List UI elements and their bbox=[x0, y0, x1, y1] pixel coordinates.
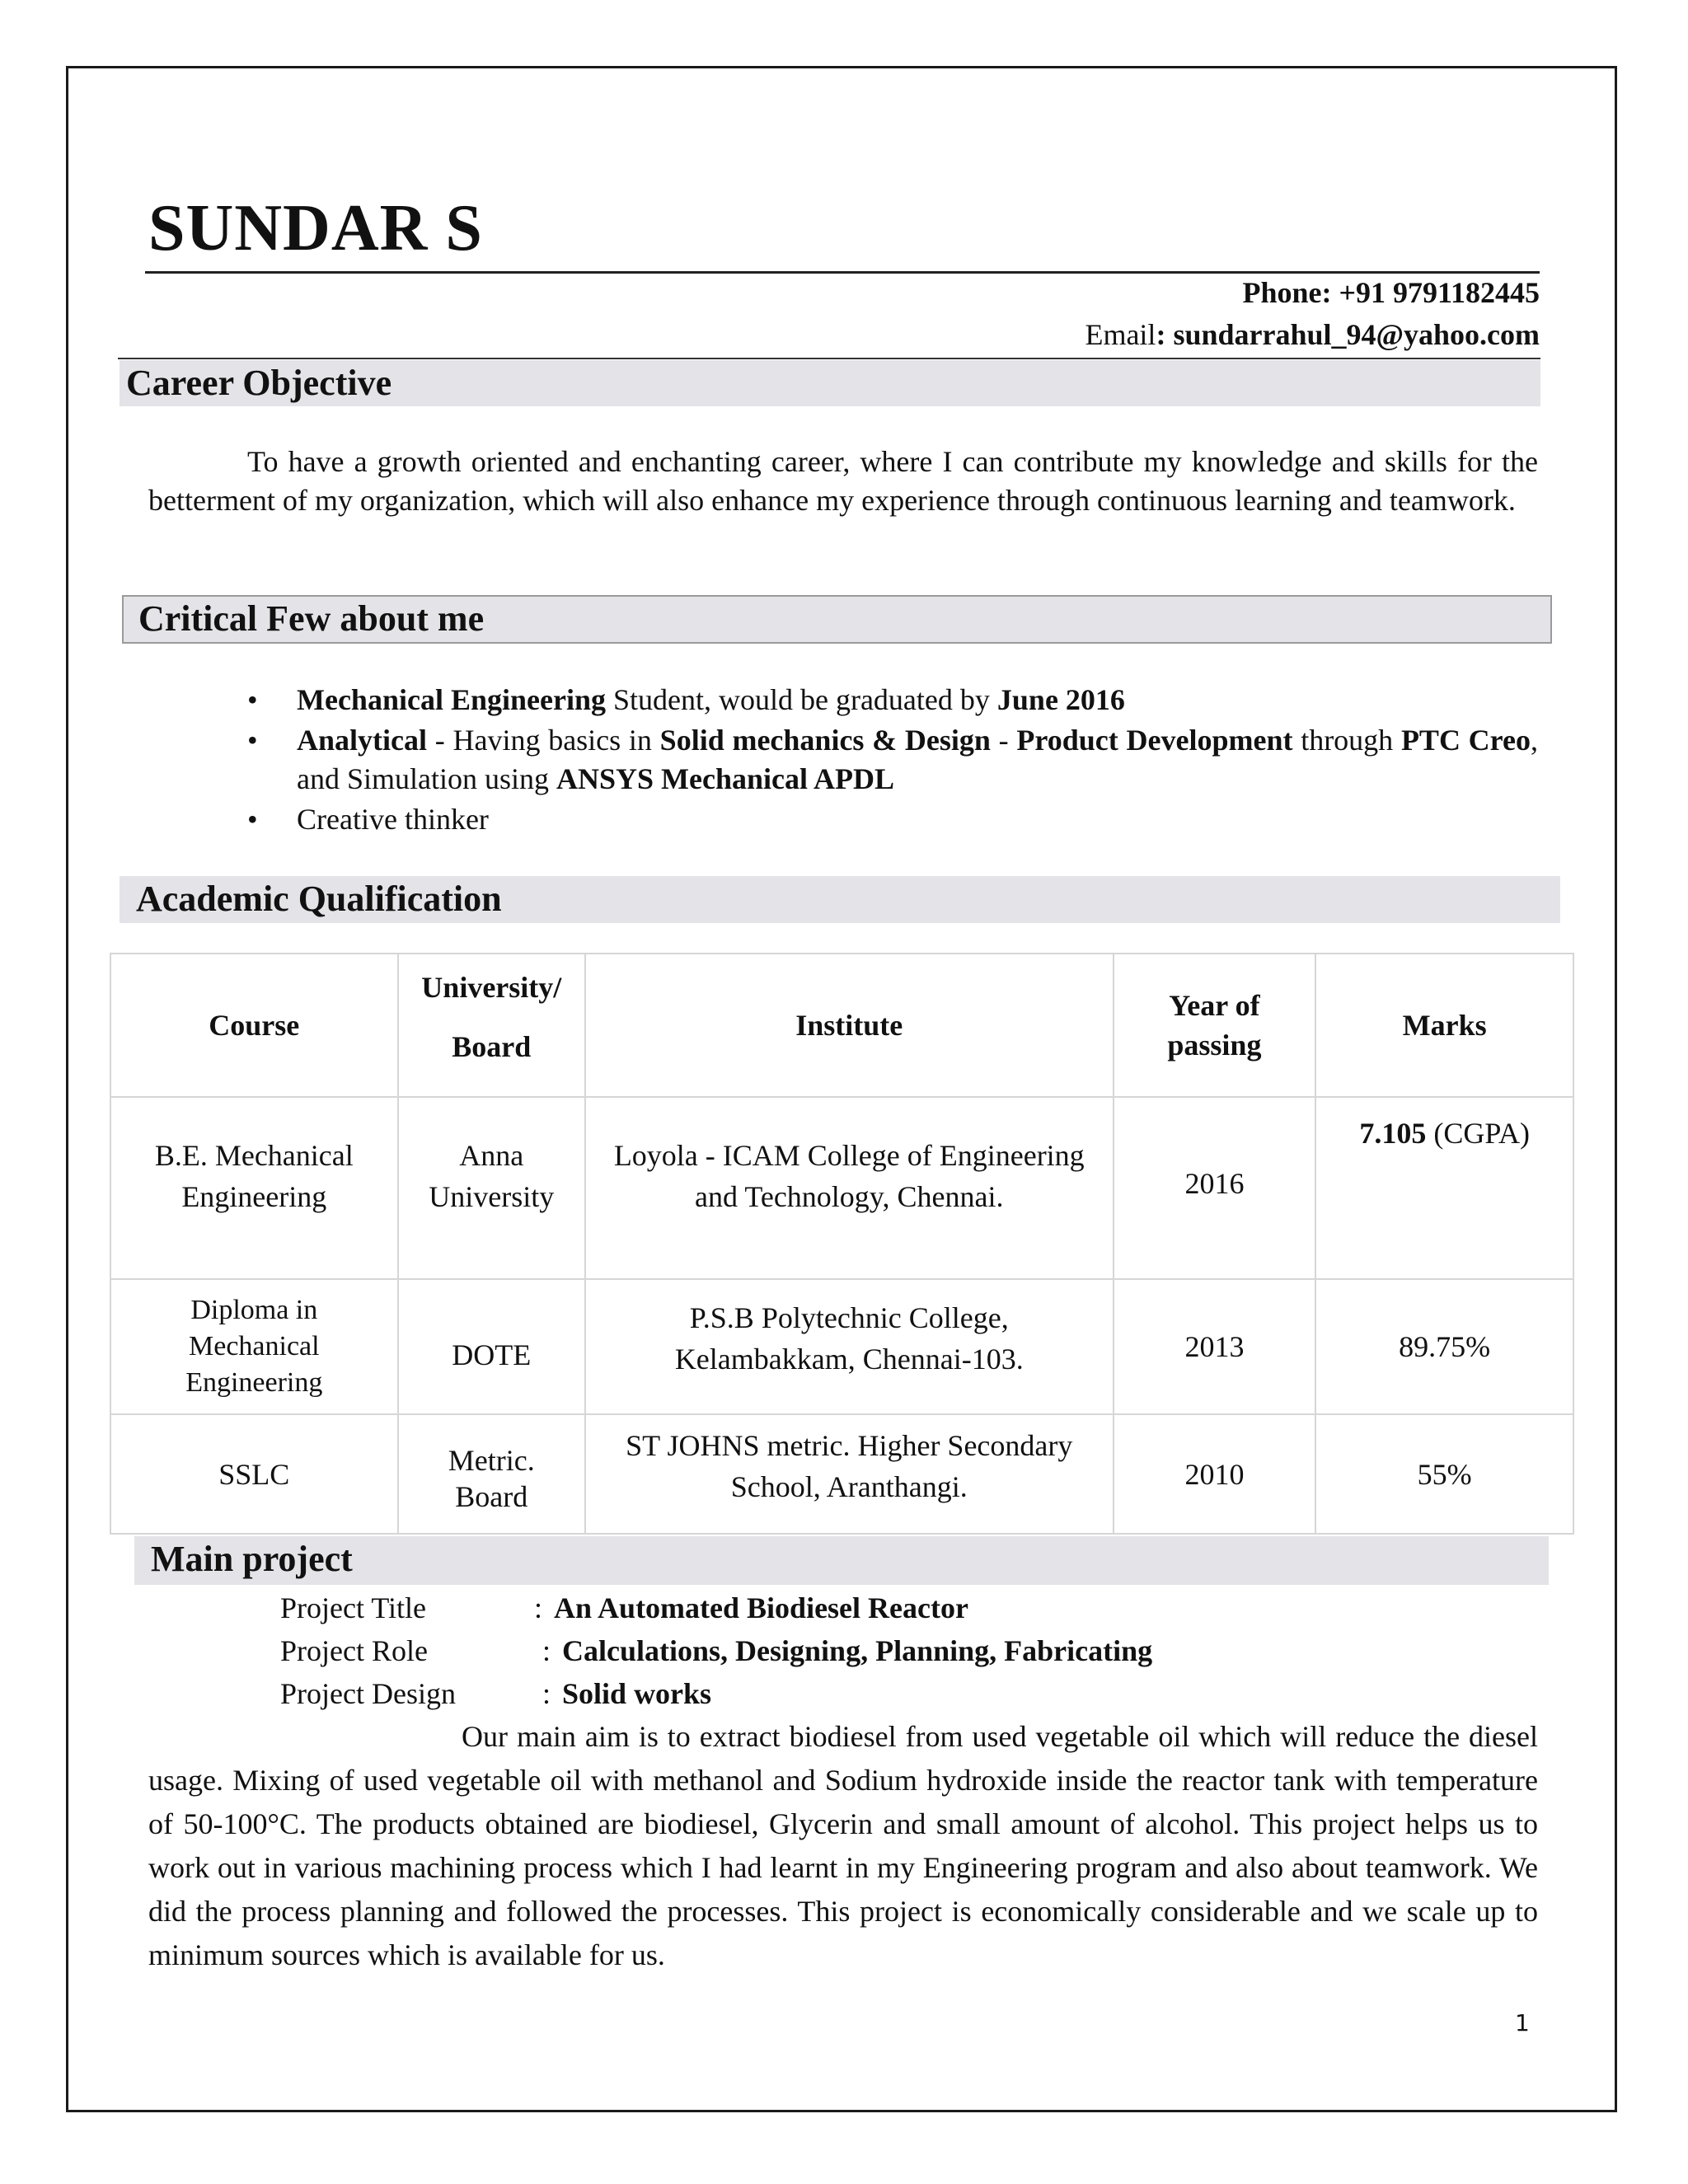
header-year-line1: Year of bbox=[1169, 989, 1260, 1022]
header-marks: Marks bbox=[1315, 954, 1573, 1097]
name-underline bbox=[145, 271, 1540, 274]
bullet-2-bold-4: PTC Creo bbox=[1400, 724, 1531, 757]
table-row bbox=[110, 1279, 1573, 1414]
project-design-label: Project Design bbox=[280, 1677, 456, 1710]
bullet-2-bold-1: Analytical bbox=[297, 724, 427, 757]
critical-few-list bbox=[247, 681, 1538, 841]
cell-board-line2: University bbox=[429, 1179, 555, 1213]
cell-board: DOTE bbox=[398, 1279, 585, 1414]
candidate-name: SUNDAR S bbox=[148, 192, 483, 265]
project-role-label: Project Role bbox=[280, 1634, 428, 1667]
bullet-icon: • bbox=[247, 724, 258, 757]
bullet-2-bold-2: Solid mechanics & Design bbox=[659, 724, 991, 757]
cell-institute-line1: P.S.B Polytechnic College, bbox=[689, 1301, 1009, 1334]
header-university bbox=[398, 954, 585, 1097]
list-item bbox=[247, 681, 1538, 719]
cell-marks: 55% bbox=[1315, 1414, 1573, 1534]
list-item bbox=[247, 800, 1538, 839]
header-university-line2: Board bbox=[452, 1030, 532, 1063]
list-item bbox=[247, 721, 1538, 799]
bullet-1-date: June 2016 bbox=[996, 683, 1125, 716]
cell-institute bbox=[585, 1097, 1114, 1279]
email-label: Email bbox=[1085, 318, 1156, 351]
project-title-value: An Automated Biodiesel Reactor bbox=[554, 1591, 968, 1624]
cell-marks: 89.75% bbox=[1315, 1279, 1573, 1414]
bullet-2-text-4: , and Simulation using bbox=[297, 724, 1538, 795]
cell-year: 2010 bbox=[1114, 1414, 1316, 1534]
header-divider bbox=[118, 358, 1540, 359]
cell-institute-line1: ST JOHNS metric. Higher Secondary bbox=[626, 1428, 1073, 1462]
phone-label: Phone: bbox=[1242, 276, 1332, 309]
project-title-label: Project Title bbox=[280, 1591, 427, 1624]
bullet-icon: • bbox=[247, 803, 258, 836]
project-role-sep: : bbox=[542, 1634, 551, 1667]
academic-table bbox=[110, 953, 1574, 1535]
project-description: Our main aim is to extract biodiesel from used vegetable oil which will reduce the diesel usage. Mixing of used vegetable oil with methanol and Sodium hydroxide inside the reactor tank with temperature of 50-100°C. The products obtained are biodiesel, Glycerin and small amount of alcohol. This project helps us to work out in various machining process which I had learnt in my Engineering program and also about teamwork. We did the process planning and followed the processes. This project is economically considerable and we scale up to minimum sources which is available for us. bbox=[148, 1720, 1538, 1971]
cell-institute-line2: School, Aranthangi. bbox=[730, 1469, 968, 1503]
section-title-career-objective: Career Objective bbox=[120, 360, 1540, 406]
bullet-2-bold-3: Product Development bbox=[1016, 724, 1293, 757]
cell-course-line2: Mechanical bbox=[189, 1331, 320, 1361]
phone-number: +91 9791182445 bbox=[1339, 276, 1540, 309]
header-institute: Institute bbox=[585, 954, 1114, 1097]
header-course: Course bbox=[110, 954, 398, 1097]
cell-marks-value: 7.105 bbox=[1359, 1117, 1427, 1150]
project-title-row bbox=[280, 1586, 1152, 1629]
project-role-value: Calculations, Designing, Planning, Fabricating bbox=[562, 1634, 1153, 1667]
email-address[interactable]: sundarrahul_94@yahoo.com bbox=[1173, 318, 1540, 351]
cell-year: 2013 bbox=[1114, 1279, 1316, 1414]
cell-course bbox=[110, 1279, 398, 1414]
project-design-value: Solid works bbox=[562, 1677, 712, 1710]
cell-board-line2: Board bbox=[455, 1479, 528, 1513]
section-title-main-project: Main project bbox=[134, 1536, 1549, 1585]
cell-board-line1: Anna bbox=[459, 1138, 524, 1172]
header-year-line2: passing bbox=[1167, 1029, 1262, 1062]
project-design-sep: : bbox=[542, 1677, 551, 1710]
cell-institute-line1: Loyola - ICAM College of Engineering bbox=[613, 1138, 1085, 1172]
bullet-1-text: Student, would be graduated by bbox=[605, 683, 997, 716]
bullet-2-text-3: through bbox=[1292, 724, 1401, 757]
project-title-sep: : bbox=[534, 1591, 543, 1624]
cell-board bbox=[398, 1097, 585, 1279]
table-row bbox=[110, 1414, 1573, 1534]
cell-course-line1: Diploma in bbox=[190, 1295, 318, 1325]
section-title-critical-few: Critical Few about me bbox=[122, 595, 1552, 644]
project-details bbox=[280, 1586, 1152, 1715]
bullet-1-bold: Mechanical Engineering bbox=[297, 683, 606, 716]
bullet-2-text-2: - bbox=[990, 724, 1017, 757]
cell-institute bbox=[585, 1279, 1114, 1414]
cell-institute-line2: Kelambakkam, Chennai-103. bbox=[674, 1343, 1024, 1376]
bullet-3-text: Creative thinker bbox=[297, 803, 489, 836]
section-title-academic: Academic Qualification bbox=[120, 876, 1560, 923]
cell-year: 2016 bbox=[1114, 1097, 1316, 1279]
page-number: 1 bbox=[1515, 2009, 1530, 2036]
cell-course-line3: Engineering bbox=[185, 1367, 323, 1398]
email-line bbox=[1085, 317, 1540, 352]
table-header-row bbox=[110, 954, 1573, 1097]
table-row bbox=[110, 1097, 1573, 1279]
header-university-line1: University/ bbox=[421, 971, 562, 1004]
bullet-2-bold-5: ANSYS Mechanical APDL bbox=[556, 762, 895, 795]
cell-course bbox=[110, 1097, 398, 1279]
header-year bbox=[1114, 954, 1316, 1097]
email-colon: : bbox=[1156, 318, 1166, 351]
cell-institute bbox=[585, 1414, 1114, 1534]
bullet-2-text-1: - Having basics in bbox=[427, 724, 660, 757]
project-design-row bbox=[280, 1672, 1152, 1715]
cell-course: SSLC bbox=[110, 1414, 398, 1534]
project-role-row bbox=[280, 1629, 1152, 1672]
cell-course-line1: B.E. Mechanical bbox=[154, 1138, 354, 1172]
career-objective-text: To have a growth oriented and enchanting career, where I can contribute my knowledge and skills for the betterment of my organization, which will also enhance my experience through continuous learning and teamwork. bbox=[148, 445, 1538, 517]
phone-line bbox=[1242, 275, 1540, 310]
cell-institute-line2: and Technology, Chennai. bbox=[695, 1179, 1004, 1213]
bullet-icon: • bbox=[247, 683, 258, 716]
cell-marks-unit: (CGPA) bbox=[1426, 1117, 1531, 1150]
cell-marks bbox=[1315, 1097, 1573, 1279]
cell-board bbox=[398, 1414, 585, 1534]
cell-board-line1: Metric. bbox=[448, 1443, 535, 1477]
cell-course-line2: Engineering bbox=[181, 1179, 327, 1213]
